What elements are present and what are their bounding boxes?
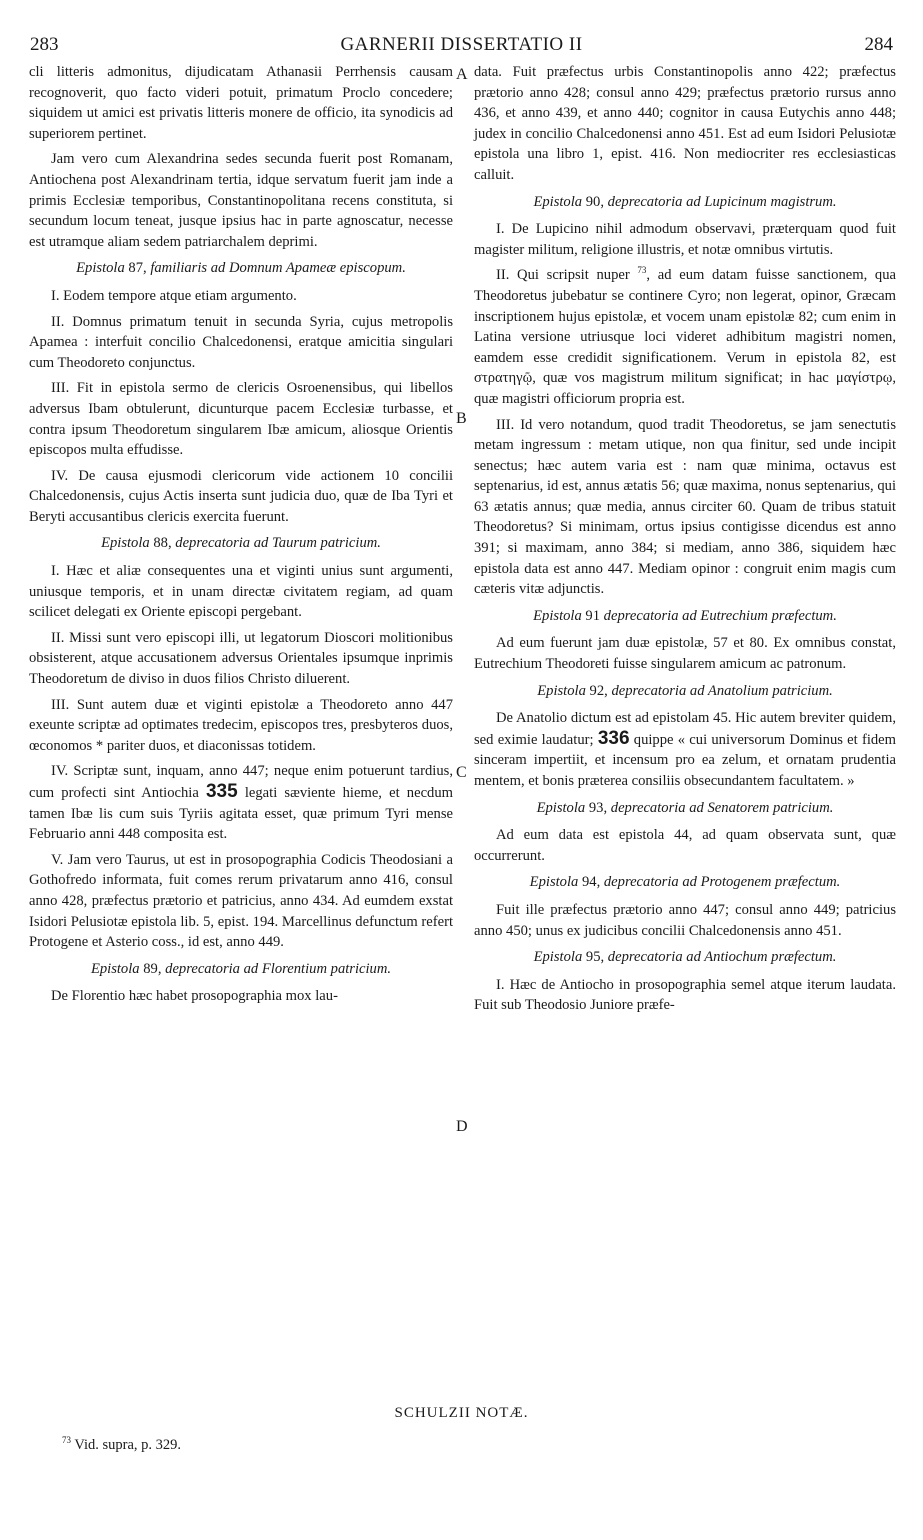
- footnote-number: 73: [62, 1435, 71, 1446]
- epistola-title: deprecatoria ad Antiochum præfectum.: [607, 949, 837, 966]
- marginal-page-number: 335: [205, 781, 238, 802]
- epistola-title: deprecatoria ad Senatorem patricium.: [610, 799, 834, 816]
- paragraph-text: De Anatolio dictum est ad epistolam 45. Hic autem breviter quidem, sed eximie laudatur;: [474, 710, 896, 748]
- paragraph: De Florentio hæc habet prosopographia mox lau-: [51, 988, 338, 1005]
- paragraph: [29, 761, 453, 844]
- paragraph-text: , ad eum datam fuisse sanctionem, qua Theodoretus jubebatur se continere Cyro; non legerat, opinor, Græcam inscriptionem hujus epistolæ, et vocem unam epistolæ 82; cum enim in Latina versione utriusque loci videret adhibitum magistri nomen, eamdem esse credidit significationem. Verum in epistola 82, est στρατηγῷ, quæ vos magistrum militum significat; in hac μαγίστρῳ, quæ magistri officiorum propria est.: [474, 267, 896, 407]
- paragraph: I. Hæc de Antiocho in prosopographia semel atque iterum laudata. Fuit sub Theodosio Juniore præfe-: [474, 976, 896, 1014]
- paragraph-text: quippe « cui universorum Dominus et fidem sinceram impertiit, et incensum pro ea zelum, et ornatam prudentia mentem, et bonis præterea consiliis obsecundantem facultatem. »: [474, 731, 896, 789]
- paragraph: data. Fuit præfectus urbis Constantinopolis anno 422; præfectus prætorio anno 428; consul anno 429; præfectus prætorio rursus anno 436, et anno 439, et anno 440; cognitor in causa Eutychis anno 448; judex in concilio Chalcedonensi anno 451. Est ad eum Isidori Pelusiotæ epistola una libro 1, epist. 416. Non mediocriter res ecclesiasticas calluit.: [474, 64, 896, 183]
- epistola-heading: [474, 798, 896, 819]
- epistola-label: Epistola: [101, 535, 150, 552]
- margin-letter-c: C: [456, 764, 467, 781]
- epistola-heading: [474, 681, 896, 702]
- paragraph: I. De Lupicino nihil admodum observavi, præterquam quod fuit magister militum, religione illustris, et notæ omnibus virtutis.: [474, 221, 896, 258]
- epistola-label: Epistola: [529, 874, 579, 891]
- paragraph: I. Eodem tempore atque etiam argumento.: [51, 287, 297, 304]
- epistola-label: Epistola: [533, 607, 582, 624]
- epistola-number: 95,: [582, 949, 608, 966]
- footnote: [62, 1437, 181, 1454]
- epistola-label: Epistola: [537, 682, 586, 699]
- epistola-number: 87,: [124, 260, 151, 277]
- epistola-number: 91: [581, 607, 604, 624]
- footnote-text: Vid. supra, p. 329.: [71, 1437, 182, 1453]
- paragraph: [474, 708, 896, 791]
- epistola-heading: [474, 192, 896, 213]
- epistola-heading: [474, 872, 896, 893]
- margin-letter-a: A: [456, 66, 468, 83]
- paragraph: Ad eum data est epistola 44, ad quam observata sunt, quæ occurrerunt.: [474, 827, 896, 864]
- paragraph: Ad eum fuerunt jam duæ epistolæ, 57 et 80. Ex omnibus constat, Eutrechium Theodoreti fuisse singularem amicum ac patronum.: [474, 635, 896, 673]
- paragraph: Jam vero cum Alexandrina sedes secunda fuerit post Romanam, Antiochena post Alexandrinam tertia, idque servatum fuerit jam inde a primis Ecclesiæ temporibus, Constantinopolitana recens constituta, si secundum locum teneat, jusque ipsius hac in parte agnoscatur, necesse est utramque aliam sedem patriarchalem deprimi.: [29, 151, 453, 250]
- page-header: [30, 34, 893, 58]
- epistola-heading: [29, 533, 453, 554]
- epistola-number: 88,: [149, 535, 176, 552]
- epistola-title: deprecatoria ad Lupicinum magistrum.: [607, 193, 837, 210]
- epistola-title: deprecatoria ad Protogenem præfectum.: [603, 874, 841, 891]
- margin-letter-d: D: [456, 1118, 468, 1135]
- epistola-number: 93,: [585, 799, 611, 816]
- epistola-number: 90,: [582, 193, 608, 210]
- paragraph: I. Hæc et aliæ consequentes una et viginti unius sunt argumenti, uniusque temporis, et in unam directæ civitatem regiam, ad quam scilicet delegati ex Oriente episcopi pergebant.: [29, 563, 453, 621]
- epistola-heading: [29, 959, 453, 980]
- paragraph: II. Missi sunt vero episcopi illi, ut legatorum Dioscori molitionibus obsisterent, atque accusationem adversus Orientales ipsumque inprimis Theodoretum de diviso in duos filios Christo diluerent.: [29, 629, 453, 688]
- page-number-left: 283: [30, 34, 59, 55]
- paragraph-text: II. Qui scripsit nuper: [496, 267, 638, 284]
- epistola-number: 92,: [585, 682, 612, 699]
- epistola-title: deprecatoria ad Taurum patricium.: [175, 535, 381, 552]
- paragraph: III. Id vero notandum, quod tradit Theodoretus, se jam senectutis metam ingressum : metam utique, non qua finitur, sed unde incipit senectus; hæc autem varia est : nam quæ minima, octavus est septenarius, id est, annus ætatis 56; quæ maxima, nonus septenarius, qui 63 ætatis annus; quæ media, annus circiter 60. Quam de tribus statuit Theodoretus? Si minimam, ortus ipsius contigisse dicendus est anno 391; si maximam, anno 384; si mediam, anno 386, siquidem hæc epistola data est anno 447. Mediam opinor : congruit enim magis cum cæteris vitæ adjunctis.: [474, 416, 896, 598]
- epistola-label: Epistola: [533, 193, 583, 210]
- paragraph: III. Fit in epistola sermo de clericis Osroenensibus, qui libellos adversus Ibam obtulerunt, dicunturque pacem Ecclesiæ turbasse, et contra ipsum Theodoretum singularem Ibæ amicum, aliosque Orientis episcopos multa effudisse.: [29, 380, 453, 459]
- left-column: [29, 62, 453, 1007]
- running-title: GARNERII DISSERTATIO II: [340, 34, 583, 55]
- footnote-ref: 73: [637, 265, 647, 276]
- epistola-number: 94,: [578, 874, 604, 891]
- page-number-right: 284: [864, 34, 893, 55]
- paragraph: cli litteris admonitus, dijudicatam Athanasii Perrhensis causam recognoverit, quo facto videri potuit, primatum Proclo concedere; siquidem ut amici est privatis litteris monere de officio, ita synodicis ad superiorem pertinet.: [29, 64, 453, 142]
- paragraph-text: IV. Scriptæ sunt, inquam, anno 447; neque enim potuerunt tardius, cum profecti sint Antiochia: [29, 763, 453, 801]
- epistola-title: deprecatoria ad Anatolium patricium.: [611, 682, 833, 699]
- paragraph: V. Jam vero Taurus, ut est in prosopographia Codicis Theodosiani a Gothofredo informata, fuit comes rerum privatarum anno 416, consul anno 428, præfectus prætorio et patricius, anno 434. Ad eumdem exstat Isidori Pelusiotæ epistola lib. 5, epist. 194. Marcellinus defunctum refert Protogene et Asterio coss., id est, anno 449.: [29, 851, 453, 951]
- epistola-title: deprecatoria ad Eutrechium præfectum.: [603, 607, 837, 624]
- epistola-label: Epistola: [90, 960, 140, 977]
- paragraph: [474, 265, 896, 409]
- epistola-number: 89,: [139, 960, 166, 977]
- paragraph-text: legati sæviente hieme, et necdum tamen Ibæ lis cum suis Tyriis agitata esset, quæ primum Tyri mense Februario anni 448 composita est.: [29, 785, 453, 843]
- epistola-title: deprecatoria ad Florentium patricium.: [165, 960, 392, 977]
- epistola-heading: [474, 947, 896, 968]
- right-column: [474, 62, 896, 1016]
- paragraph: IV. De causa ejusmodi clericorum vide actionem 10 concilii Chalcedonensis, cujus Actis inserta sunt judicia duo, quæ de Iba Tyri et Beryti accusantibus clericis exercita fuerunt.: [29, 467, 453, 525]
- epistola-heading: [474, 606, 896, 627]
- paragraph: II. Domnus primatum tenuit in secunda Syria, cujus metropolis Apamea : interfuit concilio Chalcedonensi, eratque amicitia singulari cum Theodoreto conjunctus.: [29, 313, 453, 371]
- paragraph: III. Sunt autem duæ et viginti epistolæ a Theodoreto anno 447 exeunte scriptæ ad optimates tredecim, episcopos tres, presbyteros duos, œconomos * pariter duos, et diaconissas totidem.: [29, 696, 453, 754]
- epistola-label: Epistola: [536, 799, 586, 816]
- epistola-title: familiaris ad Domnum Apameæ episcopum.: [150, 260, 406, 277]
- epistola-label: Epistola: [76, 260, 125, 277]
- epistola-label: Epistola: [533, 949, 583, 966]
- margin-letter-b: B: [456, 410, 467, 427]
- marginal-page-number: 336: [597, 727, 630, 749]
- epistola-heading: [29, 258, 453, 279]
- notes-title: SCHULZII NOTÆ.: [394, 1405, 529, 1421]
- paragraph: Fuit ille præfectus prætorio anno 447; consul anno 449; patricius anno 450; unus ex judicibus concilii Chalcedonensis anno 451.: [474, 901, 896, 939]
